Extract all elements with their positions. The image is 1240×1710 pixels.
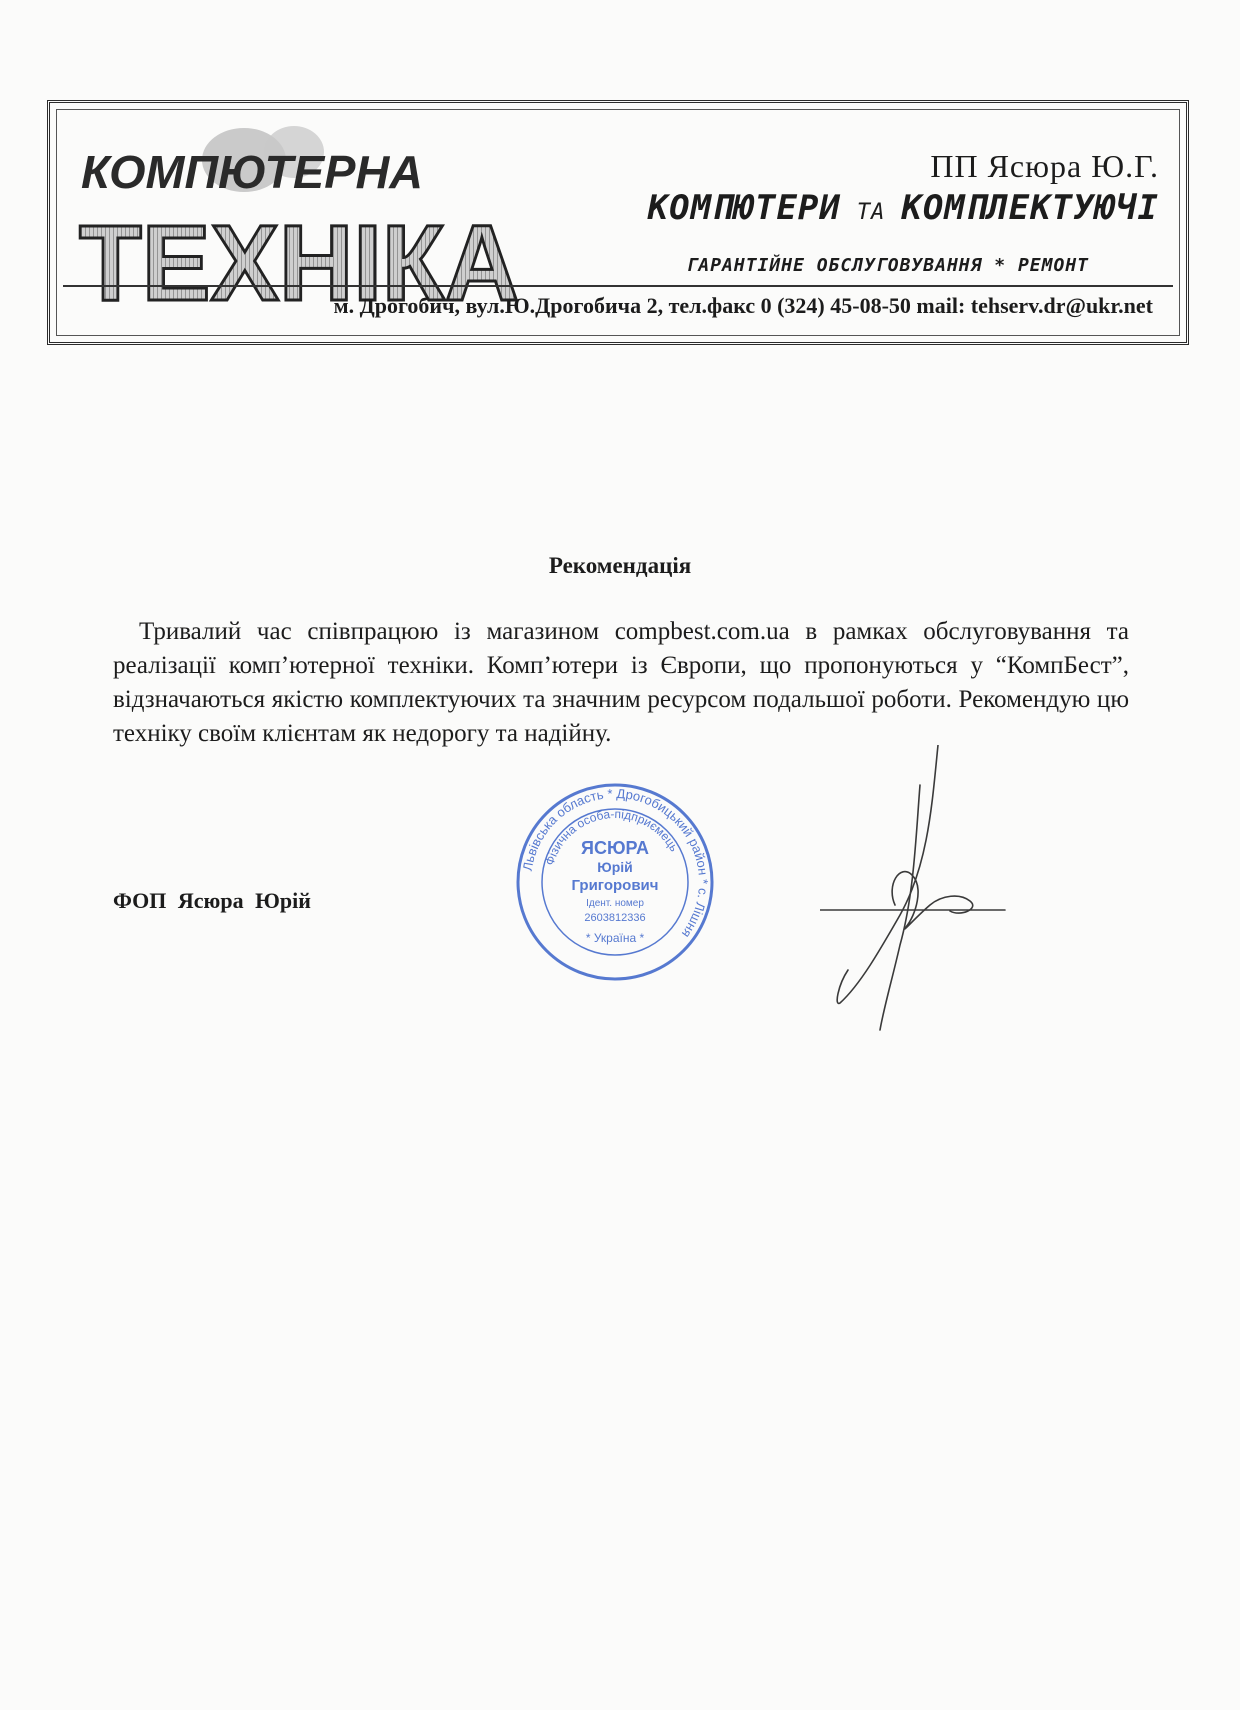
logo-line1: КОМПЮТЕРНА <box>81 146 423 198</box>
stamp-country: * Україна * <box>585 931 645 945</box>
stamp-name3: Григорович <box>571 877 659 894</box>
services-line: ГАРАНТІЙНЕ ОБСЛУГОВУВАННЯ * РЕМОНТ <box>686 255 1089 276</box>
official-stamp <box>515 782 715 982</box>
products-line <box>648 188 1159 228</box>
signature-stroke-main <box>837 745 938 1003</box>
signer-name: ФОП Ясюра Юрій <box>113 888 311 913</box>
stamp-inner-path: Фізична особа-підприємець <box>542 806 682 868</box>
handwritten-signature <box>820 745 1010 1035</box>
logo-line2: ТЕХНІКА <box>79 202 519 315</box>
stamp-name1: ЯСЮРА <box>581 838 649 858</box>
recommendation-body: Тривалий час співпрацюю із магазином compbest.com.ua в рамках обслуговування та реалізації комп’ютерної техніки. Комп’ютери із Європи, що пропонуються у “КомпБест”, відзначаються якістю комплектуючих та значним ресурсом подальшої роботи. Рекомендую цю техніку своїм клієнтам як недорогу та надійну. <box>113 618 1129 747</box>
signature-stroke-down <box>880 785 920 1030</box>
letterhead-frame <box>56 109 1180 336</box>
stamp-id-label: Ідент. номер <box>586 898 644 909</box>
company-name: ПП Ясюра Ю.Г. <box>930 148 1159 184</box>
stamp-id-number: 2603812336 <box>584 912 646 924</box>
products-connector: ТА <box>856 200 886 225</box>
stamp-outer-path: Львівська область * Дрогобицький район * с. Лішня <box>519 785 712 941</box>
document-title: Рекомендація <box>548 553 692 578</box>
contact-text: м. Дрогобич, вул.Ю.Дрогобича 2, тел.факс 0 (324) 45-08-50 mail: tehserv.dr@ukr.net <box>333 293 1153 318</box>
signature-stroke-loop <box>892 872 973 929</box>
contact-row <box>63 285 1173 329</box>
products-right: КОМПЛЕКТУЮЧІ <box>901 188 1159 228</box>
letterhead <box>47 100 1189 345</box>
stamp-name2: Юрій <box>597 859 633 875</box>
products-left: КОМПЮТЕРИ <box>647 188 841 228</box>
